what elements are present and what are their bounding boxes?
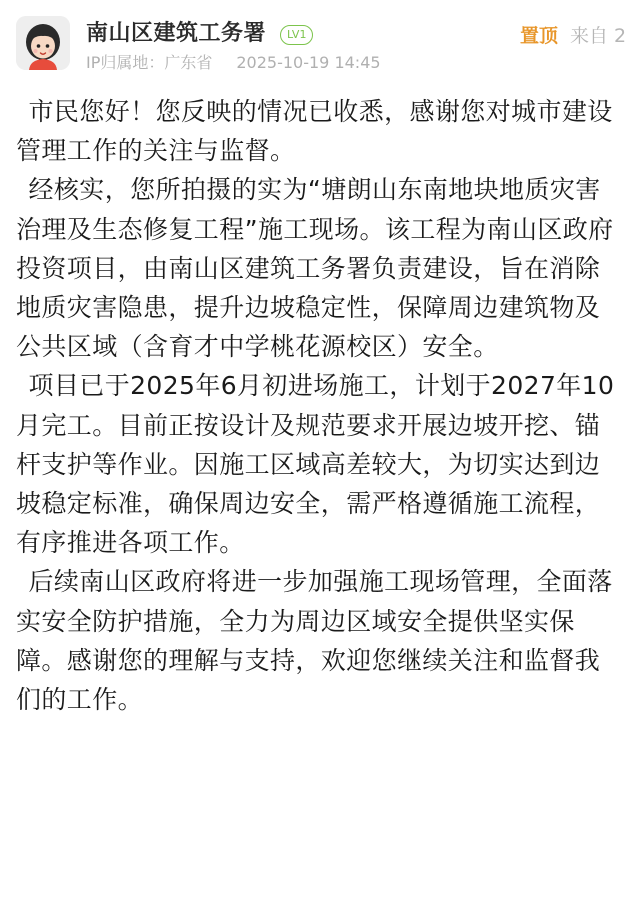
pinned-label: 置顶 bbox=[520, 25, 559, 47]
ip-location: IP归属地：广东省 bbox=[86, 53, 213, 72]
paragraph-3: 项目已于2025年6月初进场施工，计划于2027年10月完工。目前正按设计及规范要求开展边坡开挖、锚杆支护等作业。因施工区域高差较大，为切实达到边坡稳定标准，确保周边安全，需严格遵循施工流程，有序推进各项工作。 bbox=[16, 371, 615, 558]
post-timestamp: 2025-10-19 14:45 bbox=[236, 53, 381, 72]
post-meta bbox=[86, 52, 381, 74]
source-label: 来自 2 bbox=[570, 25, 627, 47]
post-header bbox=[0, 0, 640, 80]
post-content bbox=[16, 92, 616, 719]
avatar[interactable] bbox=[16, 16, 70, 70]
cartoon-girl-avatar-icon bbox=[16, 16, 70, 70]
author-name[interactable]: 南山区建筑工务署 bbox=[86, 21, 267, 46]
paragraph-1: 市民您好！您反映的情况已收悉，感谢您对城市建设管理工作的关注与监督。 bbox=[16, 97, 613, 166]
level-badge: LV1 bbox=[280, 25, 313, 45]
paragraph-2: 经核实，您所拍摄的实为“塘朗山东南地块地质灾害治理及生态修复工程”施工现场。该工程为南山区政府投资项目，由南山区建筑工务署负责建设，旨在消除地质灾害隐患，提升边坡稳定性，保障周边建筑物及公共区域（含育才中学桃花源校区）安全。 bbox=[16, 175, 614, 362]
paragraph-4: 后续南山区政府将进一步加强施工现场管理，全面落实安全防护措施，全力为周边区域安全提供坚实保障。感谢您的理解与支持，欢迎您继续关注和监督我们的工作。 bbox=[16, 567, 613, 715]
